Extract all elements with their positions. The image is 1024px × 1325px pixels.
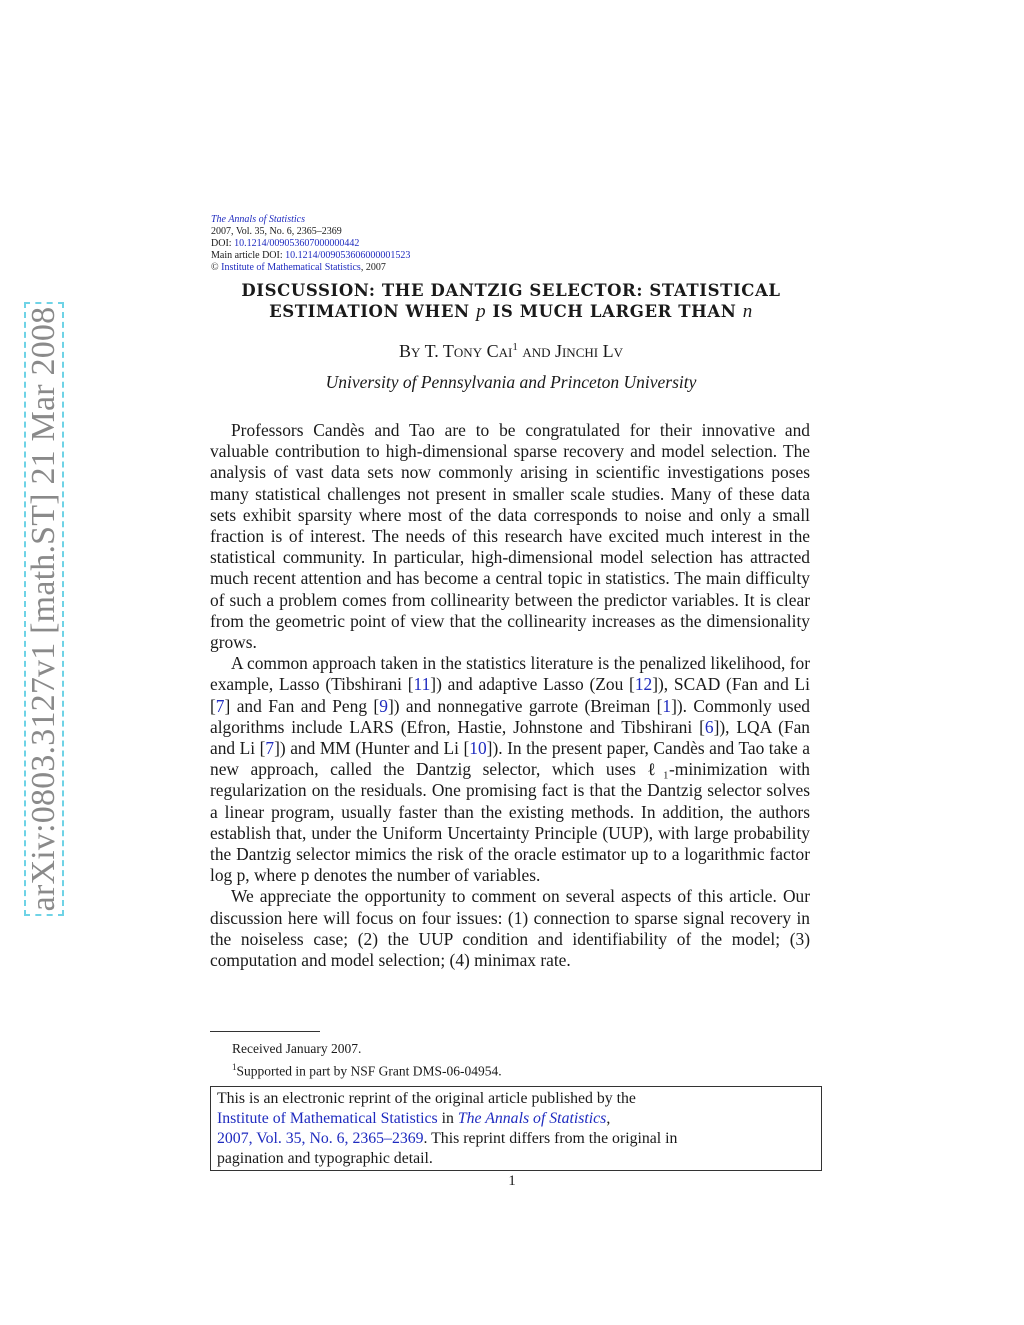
citation-link[interactable]: 1 xyxy=(662,695,672,716)
reprint-comma: , xyxy=(606,1110,611,1127)
paragraph-2 xyxy=(210,653,810,886)
footnotes xyxy=(232,1040,502,1081)
main-doi-link[interactable]: 10.1214/009053606000001523 xyxy=(285,250,411,261)
paragraph-2-text: ] and Fan and Peng [ xyxy=(224,695,380,716)
paragraph-2-text: ]) and adaptive Lasso (Zou [ xyxy=(430,674,635,695)
title-line-2 xyxy=(211,301,811,322)
received-date: Received January 2007. xyxy=(232,1041,362,1056)
body-text xyxy=(210,420,810,971)
citation-link[interactable]: 6 xyxy=(704,716,714,737)
title-line-2-b: IS MUCH LARGER THAN xyxy=(492,302,737,321)
arxiv-stamp xyxy=(24,302,64,916)
grant-footnote-text: Supported in part by NSF Grant DMS-06-04954. xyxy=(236,1063,502,1079)
copyright-symbol: © xyxy=(211,262,219,273)
title-line-1: DISCUSSION: THE DANTZIG SELECTOR: STATISTICAL xyxy=(241,281,781,300)
volume-line: 2007, Vol. 35, No. 6, 2365–2369 xyxy=(211,226,342,237)
paragraph-1: Professors Candès and Tao are to be congratulated for their innovative and valuable contribution to high-dimensional sparse recovery and model selection. The analysis of vast data sets now commonly arising in scientific investigations poses many statistical challenges not present in smaller scale studies. Many of these data sets exhibit sparsity where most of the data corresponds to noise and only a small fraction is of interest. The needs of this research have excited much interest in the statistical community. In particular, high-dimensional model selection has attracted much recent attention and has become a central topic in statistics. The main difficulty of such a problem comes from collinearity between the predictor variables. It is clear from the geometric point of view that the collinearity increases as the dimensionality grows. xyxy=(210,420,810,653)
reprint-line-2 xyxy=(217,1109,815,1129)
author-cai: By T. Tony Cai xyxy=(399,341,513,361)
reprint-volume-link[interactable]: 2007, Vol. 35, No. 6, 2365–2369 xyxy=(217,1130,424,1147)
reprint-rest: . This reprint differs from the original in xyxy=(423,1130,678,1147)
citation-link[interactable]: 9 xyxy=(379,695,388,716)
title-math-p: p xyxy=(476,301,487,322)
citation-link[interactable]: 10 xyxy=(469,738,487,759)
author-lv: and Jinchi Lv xyxy=(522,341,623,361)
reprint-line-3 xyxy=(217,1129,815,1149)
reprint-journal-link[interactable]: The Annals of Statistics xyxy=(457,1110,607,1127)
reprint-line-1: This is an electronic reprint of the original article published by the xyxy=(217,1090,636,1107)
title-line-2-a: ESTIMATION WHEN xyxy=(269,302,470,321)
paper-title xyxy=(211,280,811,322)
paragraph-2-text: ]). Commonly used algorithms include LARS (Efron, Hastie, Johnstone and Tibshirani [ xyxy=(210,695,810,737)
paragraph-2-text: ]) and nonnegative garrote (Breiman [ xyxy=(387,695,663,716)
paragraph-3: We appreciate the opportunity to comment on several aspects of this article. Our discussion here will focus on four issues: (1) connection to sparse signal recovery in the noiseless case; (2) the UUP condition and identifiability of the model; (3) computation and model selection; (4) minimax rate. xyxy=(210,886,810,971)
paragraph-2-text: ]). In the present paper, Candès and Tao take a new approach, called the Dantzig selector, which uses ℓ₁-minimization with regularization on the residuals. One promising fact is that the Dantzig selector solves a linear program, usually faster than the existing methods. In addition, the authors establish that, under the Uniform Uncertainty Principle (UUP), with large probability the Dantzig selector mimics the risk of the oracle estimator up to a logarithmic factor log p, where p denotes the number of variables. xyxy=(210,738,810,886)
grant-footnote-marker: 1 xyxy=(232,1062,237,1072)
doi-link[interactable]: 10.1214/009053607000000442 xyxy=(234,238,360,249)
grant-footnote xyxy=(232,1058,502,1081)
copyright-year: , 2007 xyxy=(360,262,386,273)
doi-label: DOI: xyxy=(211,238,232,249)
paragraph-2-text: A common approach taken in the statistics literature is the penalized likelihood, for example, Lasso (Tibshirani [ xyxy=(210,653,810,695)
affiliation: University of Pennsylvania and Princeton University xyxy=(325,372,697,392)
paragraph-2-text: ]) and MM (Hunter and Li [ xyxy=(274,738,470,759)
citation-link[interactable]: 12 xyxy=(634,674,653,695)
journal-link[interactable]: The Annals of Statistics xyxy=(211,214,305,225)
footnote-rule xyxy=(210,1031,320,1032)
main-doi-label: Main article DOI: xyxy=(211,250,283,261)
author-footnote-marker[interactable]: 1 xyxy=(512,341,518,353)
title-math-n: n xyxy=(742,301,753,322)
reprint-notice xyxy=(210,1086,822,1171)
citation-link[interactable]: 7 xyxy=(215,695,225,716)
authors xyxy=(211,341,811,362)
citation-link[interactable]: 11 xyxy=(413,674,431,695)
page-number: 1 xyxy=(508,1173,516,1189)
paragraph-2-text: ]), SCAD (Fan and Li [ xyxy=(210,674,810,716)
institute-link[interactable]: Institute of Mathematical Statistics xyxy=(221,262,361,273)
arxiv-identifier: arXiv:0803.3127v1 [math.ST] 21 Mar 2008 xyxy=(25,306,62,912)
journal-header xyxy=(211,214,410,274)
reprint-line-4: pagination and typographic detail. xyxy=(217,1150,433,1167)
reprint-in: in xyxy=(437,1110,458,1127)
citation-link[interactable]: 7 xyxy=(265,738,275,759)
paragraph-2-text: ]), LQA (Fan and Li [ xyxy=(210,716,810,759)
reprint-institute-link[interactable]: Institute of Mathematical Statistics xyxy=(217,1110,438,1127)
